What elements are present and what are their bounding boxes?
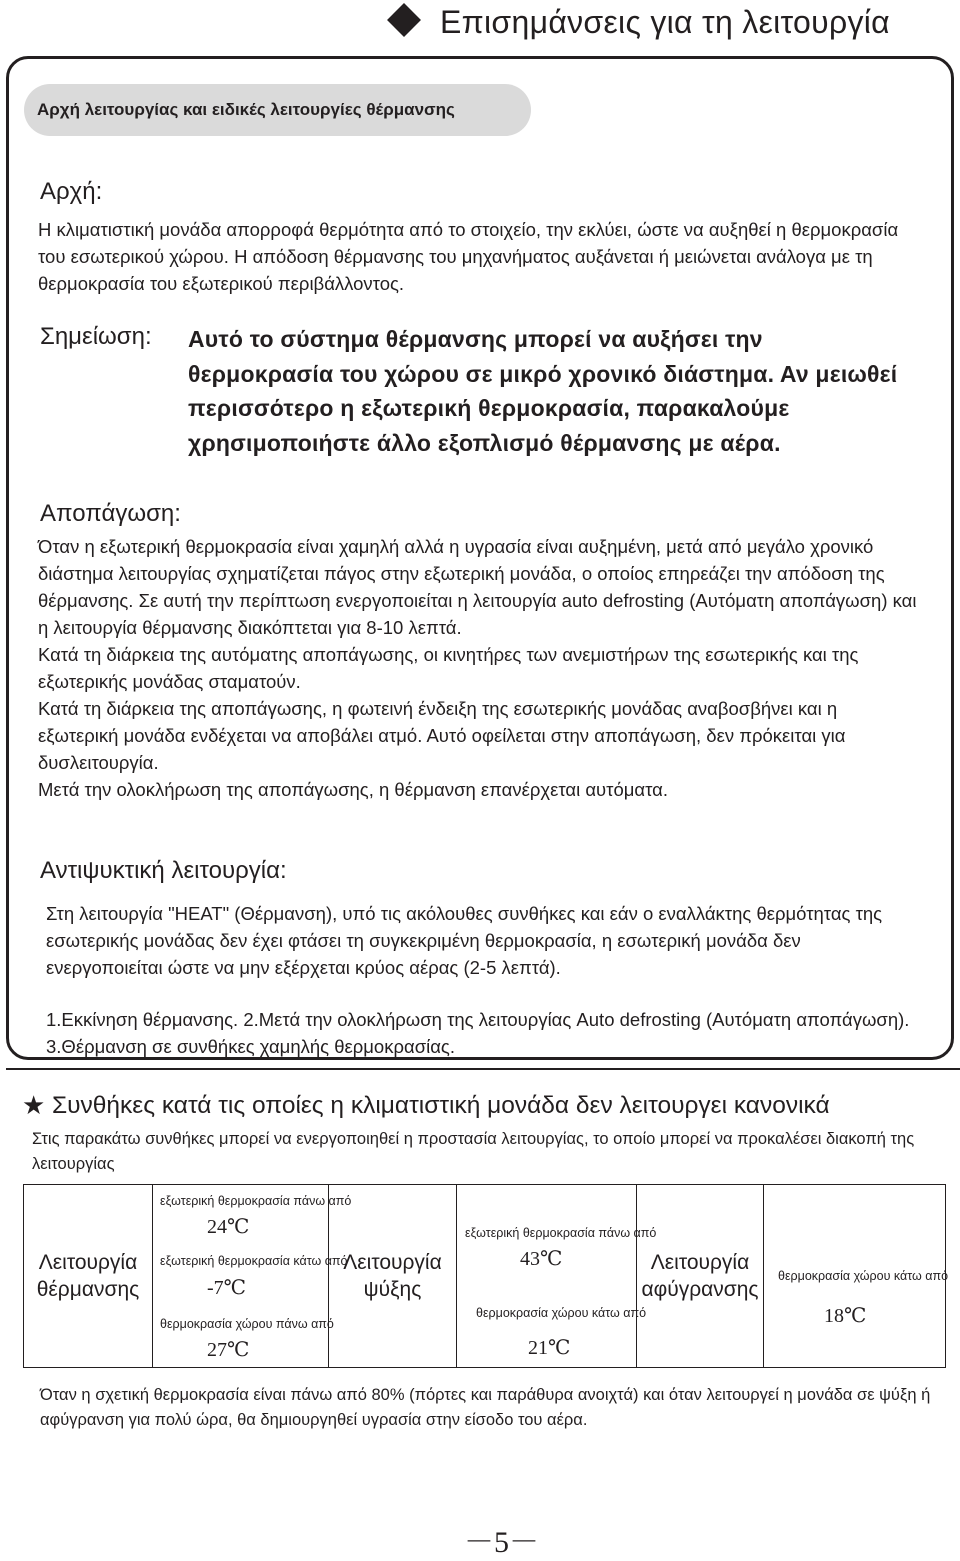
star-icon: ★ — [22, 1090, 46, 1120]
conditions-intro: Στις παρακάτω συνθήκες μπορεί να ενεργοποιηθεί η προστασία λειτουργίας, το οποίο μπορεί να προκαλέσει διακοπή της λειτουργίας — [32, 1130, 915, 1173]
defrost-text — [38, 533, 918, 803]
heating-condition-value: 27℃ — [207, 1339, 250, 1361]
anti-cold-conditions: 1.Εκκίνηση θέρμανσης. 2.Μετά την ολοκλήρωση της λειτουργίας Auto defrosting (Αυτόματη αποπάγωση). 3.Θέρμανση σε συνθήκες χαμηλής θερμοκρασίας. — [46, 1009, 910, 1057]
cooling-mode-label: Λειτουργία ψύξης — [343, 1251, 442, 1301]
heating-mode-label: Λειτουργία θέρμανσης — [36, 1251, 140, 1301]
conditions-title: Συνθήκες κατά τις οποίες η κλιματιστική μονάδα δεν λειτουργει κανονικά — [52, 1092, 830, 1119]
drying-condition-label: θερμοκρασία χώρου κάτω από — [778, 1269, 949, 1283]
principle-text: Η κλιματιστική μονάδα απορροφά θερμότητα από το στοιχείο, την εκλύει, ώστε να αυξηθεί η θερμοκρασία του εσωτερικού χώρου. Η απόδοση θέρμανσης του μηχανήματος αυξάνεται ή μειώνεται ανάλογα με τη θερμοκρασία του εξωτερικού περιβάλλοντος. — [38, 219, 899, 294]
page-title: Επισημάνσεις για τη λειτουργία — [440, 4, 890, 40]
drying-condition-value: 18℃ — [824, 1305, 867, 1327]
defrost-paragraph: Μετά την ολοκλήρωση της αποπάγωσης, η θέρμανση επανέρχεται αυτόματα. — [38, 779, 668, 800]
principle-heading: Αρχή: — [40, 178, 103, 205]
heating-condition-value: 24℃ — [207, 1216, 250, 1238]
cooling-condition-label: θερμοκρασία χώρου κάτω από — [476, 1306, 647, 1320]
section-divider — [6, 1068, 960, 1070]
heating-condition-label: εξωτερική θερμοκρασία πάνω από — [160, 1194, 352, 1208]
diamond-bullet-icon — [387, 3, 421, 37]
anti-cold-text: Στη λειτουργία "HEAT" (Θέρμανση), υπό τις ακόλουθες συνθήκες και εάν ο εναλλάκτης θερμότητας της εσωτερικής μονάδας δεν έχει φτάσει τη συγκεκριμένη θερμοκρασία, η εσωτερική μονάδα δεν ενεργοποιείται ώστε να μην εξέρχεται κρύος αέρας (2-5 λεπτά). — [46, 903, 883, 978]
heating-condition-value: -7℃ — [207, 1277, 247, 1299]
anti-cold-heading: Αντιψυκτική λειτουργία: — [40, 857, 287, 884]
defrost-paragraph: Κατά τη διάρκεια της αυτόματης αποπάγωσης, οι κινητήρες των ανεμιστήρων της εσωτερικής και της εξωτερικής μονάδας σταματούν. — [38, 644, 859, 692]
cooling-condition-value: 21℃ — [528, 1337, 571, 1359]
defrost-heading: Αποπάγωση: — [40, 500, 181, 527]
note-label: Σημείωση: — [40, 323, 152, 350]
humidity-note: Όταν η σχετική θερμοκρασία είναι πάνω από 80% (πόρτες και παράθυρα ανοιχτά) και όταν λειτουργεί η μονάδα σε ψύξη ή αφύγρανση για πολύ ώρα, θα δημιουργηθεί υγρασία στην είσοδο του αέρα. — [40, 1386, 931, 1429]
note-text: Αυτό το σύστημα θέρμανσης μπορεί να αυξήσει την θερμοκρασία του χώρου σε μικρό χρονικό διάστημα. Αν μειωθεί περισσότερο η εξωτερική θερμοκρασία, παρακαλούμε χρησιμοποιήστε άλλο εξοπλισμό θέρμανσης με αέρα. — [188, 326, 898, 456]
section-tab: Αρχή λειτουργίας και ειδικές λειτουργίες θέρμανσης — [24, 84, 531, 136]
table-divider — [152, 1184, 153, 1368]
heating-condition-label: θερμοκρασία χώρου πάνω από — [160, 1317, 334, 1331]
heating-condition-label: εξωτερική θερμοκρασία κάτω από — [160, 1254, 348, 1268]
defrost-paragraph: Κατά τη διάρκεια της αποπάγωσης, η φωτεινή ένδειξη της εσωτερικής μονάδας αναβοσβήνει και η εξωτερική μονάδα ενδέχεται να αποβάλει ατμό. Αυτό οφείλεται στην αποπάγωση, δεν πρόκειται για δυσλειτουργία. — [38, 698, 846, 773]
drying-mode-label: Λειτουργία αφύγρανσης — [641, 1251, 759, 1301]
table-divider — [456, 1184, 457, 1368]
page-number: －5－ — [464, 1526, 539, 1559]
table-divider — [763, 1184, 764, 1368]
cooling-condition-value: 43℃ — [520, 1248, 563, 1270]
defrost-paragraph: Όταν η εξωτερική θερμοκρασία είναι χαμηλή αλλά η υγρασία είναι αυξημένη, μετά από μεγάλο χρονικό διάστημα λειτουργίας σχηματίζεται πάγος στην εξωτερική μονάδα, ο οποίος επηρεάζει την απόδοση της θέρμανσης. Σε αυτή την περίπτωση ενεργοποιείται η λειτουργία auto defrosting (Αυτόματη αποπάγωση) και η λειτουργία θέρμανσης διακόπτεται για 8-10 λεπτά. — [38, 536, 917, 638]
cooling-condition-label: εξωτερική θερμοκρασία πάνω από — [465, 1226, 657, 1240]
